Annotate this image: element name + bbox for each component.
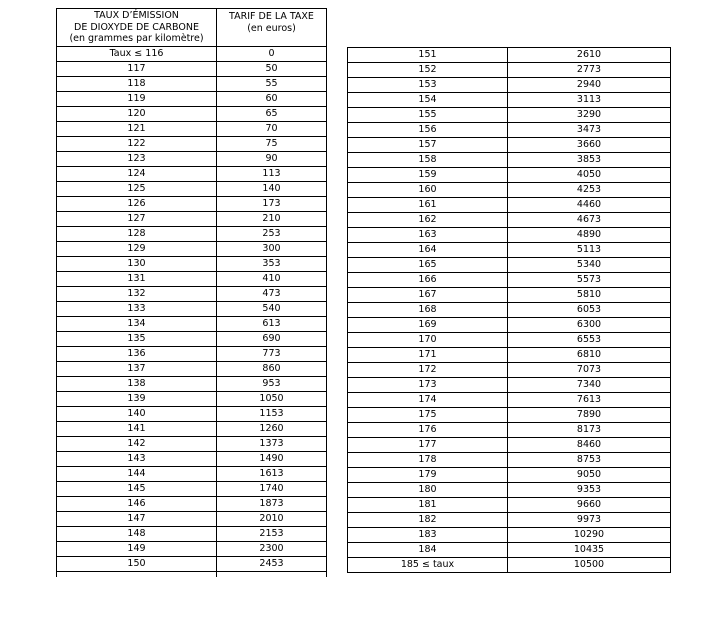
emission-rate-cell: 180 (348, 483, 508, 498)
tax-amount-cell: 2610 (508, 48, 671, 63)
tax-amount-cell: 4460 (508, 198, 671, 213)
emission-rate-cell: 172 (348, 363, 508, 378)
tax-amount-cell: 75 (217, 137, 327, 152)
table-row (348, 93, 671, 108)
emission-rate-cell: 166 (348, 273, 508, 288)
tax-amount-cell: 90 (217, 152, 327, 167)
tax-amount-cell: 410 (217, 272, 327, 287)
tax-amount-cell: 0 (217, 47, 327, 62)
tax-amount-cell: 1613 (217, 467, 327, 482)
emission-rate-cell: 173 (348, 378, 508, 393)
emission-rate-cell: 149 (57, 542, 217, 557)
emission-rate-cell: 154 (348, 93, 508, 108)
tax-amount-cell: 9660 (508, 498, 671, 513)
table-row (57, 92, 327, 107)
emission-rate-cell: 163 (348, 228, 508, 243)
emission-rate-cell: 179 (348, 468, 508, 483)
table-row (57, 317, 327, 332)
emission-rate-cell: 182 (348, 513, 508, 528)
table-row (57, 512, 327, 527)
tax-amount-cell: 10435 (508, 543, 671, 558)
tax-amount-cell: 6810 (508, 348, 671, 363)
table-row (348, 408, 671, 423)
table-row (348, 513, 671, 528)
table-row (348, 468, 671, 483)
emission-rate-cell: 162 (348, 213, 508, 228)
tax-amount-cell: 1373 (217, 437, 327, 452)
table-row (57, 77, 327, 92)
emission-rate-cell: 165 (348, 258, 508, 273)
tax-amount-cell: 140 (217, 182, 327, 197)
table-row (57, 137, 327, 152)
table-row (348, 48, 671, 63)
emission-rate-cell: 156 (348, 123, 508, 138)
table-row (348, 543, 671, 558)
emission-rate-cell: 117 (57, 62, 217, 77)
emission-rate-cell: 175 (348, 408, 508, 423)
table-row (57, 437, 327, 452)
emission-rate-cell: 131 (57, 272, 217, 287)
table-row (57, 557, 327, 572)
table-row (57, 347, 327, 362)
tax-amount-cell: 5573 (508, 273, 671, 288)
emission-rate-cell: 121 (57, 122, 217, 137)
emission-rate-cell: 145 (57, 482, 217, 497)
table-row (57, 107, 327, 122)
tax-amount-cell: 1490 (217, 452, 327, 467)
tail-cell (57, 572, 217, 578)
table-row (348, 558, 671, 573)
tax-amount-cell: 9973 (508, 513, 671, 528)
table-row (57, 407, 327, 422)
emission-rate-cell: 136 (57, 347, 217, 362)
emission-rate-cell: 122 (57, 137, 217, 152)
table-row (348, 168, 671, 183)
tax-amount-cell: 953 (217, 377, 327, 392)
emission-rate-cell: 140 (57, 407, 217, 422)
table-row (348, 393, 671, 408)
table-row (348, 198, 671, 213)
table-row (57, 227, 327, 242)
emission-rate-cell: 147 (57, 512, 217, 527)
emission-rate-cell: 148 (57, 527, 217, 542)
tax-amount-cell: 3290 (508, 108, 671, 123)
table-row (348, 63, 671, 78)
table-row (57, 497, 327, 512)
table-row (57, 467, 327, 482)
tax-table-left (56, 8, 327, 577)
tax-amount-cell: 6553 (508, 333, 671, 348)
emission-rate-cell: 125 (57, 182, 217, 197)
table-row (348, 348, 671, 363)
emission-rate-cell: 150 (57, 557, 217, 572)
table-row (57, 272, 327, 287)
emission-rate-cell: 176 (348, 423, 508, 438)
emission-rate-cell: 160 (348, 183, 508, 198)
tax-amount-cell: 5810 (508, 288, 671, 303)
emission-rate-cell: 132 (57, 287, 217, 302)
emission-rate-cell: 169 (348, 318, 508, 333)
tax-amount-cell: 1740 (217, 482, 327, 497)
emission-rate-cell: 157 (348, 138, 508, 153)
tax-amount-cell: 473 (217, 287, 327, 302)
emission-rate-cell: 141 (57, 422, 217, 437)
emission-rate-cell: Taux ≤ 116 (57, 47, 217, 62)
tax-amount-cell: 173 (217, 197, 327, 212)
emission-rate-cell: 138 (57, 377, 217, 392)
table-row (348, 423, 671, 438)
tax-amount-cell: 353 (217, 257, 327, 272)
emission-rate-cell: 143 (57, 452, 217, 467)
table-row (348, 123, 671, 138)
tax-amount-cell: 10500 (508, 558, 671, 573)
table-header-row (57, 9, 327, 47)
tax-amount-cell: 10290 (508, 528, 671, 543)
table-body-left (57, 47, 327, 578)
tax-table-right (347, 47, 671, 573)
tax-amount-cell: 70 (217, 122, 327, 137)
header-tax-rate: TARIF DE LA TAXE (en euros) (217, 9, 327, 47)
tax-amount-cell: 8753 (508, 453, 671, 468)
emission-rate-cell: 127 (57, 212, 217, 227)
tax-amount-cell: 4253 (508, 183, 671, 198)
tax-amount-cell: 7613 (508, 393, 671, 408)
table-row (348, 273, 671, 288)
tax-amount-cell: 7073 (508, 363, 671, 378)
emission-rate-cell: 133 (57, 302, 217, 317)
table-row (348, 138, 671, 153)
tax-amount-cell: 1050 (217, 392, 327, 407)
table-row (57, 332, 327, 347)
table-row (348, 183, 671, 198)
tax-amount-cell: 8173 (508, 423, 671, 438)
tax-amount-cell: 113 (217, 167, 327, 182)
table-row (57, 197, 327, 212)
tax-amount-cell: 210 (217, 212, 327, 227)
tax-amount-cell: 4050 (508, 168, 671, 183)
tax-amount-cell: 2300 (217, 542, 327, 557)
table-row (57, 377, 327, 392)
emission-rate-cell: 174 (348, 393, 508, 408)
table-row (348, 153, 671, 168)
tax-amount-cell: 9050 (508, 468, 671, 483)
tail-cell (217, 572, 327, 578)
emission-rate-cell: 118 (57, 77, 217, 92)
table-row (57, 182, 327, 197)
table-row (57, 362, 327, 377)
table-row (348, 288, 671, 303)
emission-rate-cell: 158 (348, 153, 508, 168)
table-row (57, 47, 327, 62)
table-row (348, 378, 671, 393)
emission-rate-cell: 183 (348, 528, 508, 543)
tax-amount-cell: 3113 (508, 93, 671, 108)
table-row (57, 62, 327, 77)
tax-amount-cell: 55 (217, 77, 327, 92)
header-emission-rate: TAUX D’ÉMISSION DE DIOXYDE DE CARBONE (en grammes par kilomètre) (57, 9, 217, 47)
emission-rate-cell: 139 (57, 392, 217, 407)
tax-amount-cell: 2940 (508, 78, 671, 93)
table-row (348, 243, 671, 258)
table-row (57, 542, 327, 557)
tax-amount-cell: 9353 (508, 483, 671, 498)
tax-amount-cell: 613 (217, 317, 327, 332)
table-row (57, 122, 327, 137)
table-row (57, 302, 327, 317)
emission-rate-cell: 164 (348, 243, 508, 258)
tax-amount-cell: 300 (217, 242, 327, 257)
table-row (348, 498, 671, 513)
tax-amount-cell: 7890 (508, 408, 671, 423)
table-row (57, 287, 327, 302)
emission-rate-cell: 137 (57, 362, 217, 377)
emission-rate-cell: 167 (348, 288, 508, 303)
emission-rate-cell: 178 (348, 453, 508, 468)
tax-amount-cell: 2453 (217, 557, 327, 572)
tax-amount-cell: 8460 (508, 438, 671, 453)
table-row (348, 438, 671, 453)
table-row (57, 242, 327, 257)
emission-rate-cell: 134 (57, 317, 217, 332)
emission-rate-cell: 184 (348, 543, 508, 558)
tax-amount-cell: 6300 (508, 318, 671, 333)
tax-amount-cell: 5340 (508, 258, 671, 273)
table-row (348, 108, 671, 123)
emission-rate-cell: 155 (348, 108, 508, 123)
table-row (57, 452, 327, 467)
table-row (57, 257, 327, 272)
emission-rate-cell: 185 ≤ taux (348, 558, 508, 573)
emission-rate-cell: 181 (348, 498, 508, 513)
tax-amount-cell: 540 (217, 302, 327, 317)
table-row (348, 228, 671, 243)
tax-amount-cell: 3660 (508, 138, 671, 153)
emission-rate-cell: 146 (57, 497, 217, 512)
emission-rate-cell: 161 (348, 198, 508, 213)
tax-amount-cell: 5113 (508, 243, 671, 258)
tax-amount-cell: 3853 (508, 153, 671, 168)
emission-rate-cell: 129 (57, 242, 217, 257)
table-body-right (348, 48, 671, 573)
tax-amount-cell: 1153 (217, 407, 327, 422)
emission-rate-cell: 159 (348, 168, 508, 183)
table-row (57, 422, 327, 437)
table-row (348, 258, 671, 273)
table-row (348, 303, 671, 318)
emission-rate-cell: 151 (348, 48, 508, 63)
tax-amount-cell: 860 (217, 362, 327, 377)
table-row (57, 392, 327, 407)
tax-amount-cell: 1260 (217, 422, 327, 437)
tax-amount-cell: 4673 (508, 213, 671, 228)
tax-amount-cell: 773 (217, 347, 327, 362)
tax-amount-cell: 2773 (508, 63, 671, 78)
table-row (348, 333, 671, 348)
tax-amount-cell: 50 (217, 62, 327, 77)
emission-rate-cell: 152 (348, 63, 508, 78)
table-row (57, 212, 327, 227)
emission-rate-cell: 170 (348, 333, 508, 348)
emission-rate-cell: 171 (348, 348, 508, 363)
emission-rate-cell: 119 (57, 92, 217, 107)
table-row (57, 482, 327, 497)
tax-amount-cell: 60 (217, 92, 327, 107)
table-row (348, 483, 671, 498)
tax-amount-cell: 2010 (217, 512, 327, 527)
emission-rate-cell: 123 (57, 152, 217, 167)
table-row (348, 363, 671, 378)
emission-rate-cell: 144 (57, 467, 217, 482)
emission-rate-cell: 177 (348, 438, 508, 453)
table-row (348, 213, 671, 228)
tax-amount-cell: 3473 (508, 123, 671, 138)
emission-rate-cell: 135 (57, 332, 217, 347)
table-row (348, 453, 671, 468)
table-row (57, 167, 327, 182)
emission-rate-cell: 153 (348, 78, 508, 93)
tax-amount-cell: 1873 (217, 497, 327, 512)
tax-amount-cell: 6053 (508, 303, 671, 318)
tax-amount-cell: 690 (217, 332, 327, 347)
table-row (57, 527, 327, 542)
tax-amount-cell: 2153 (217, 527, 327, 542)
emission-rate-cell: 168 (348, 303, 508, 318)
table-row (348, 78, 671, 93)
emission-rate-cell: 142 (57, 437, 217, 452)
table-row (348, 528, 671, 543)
emission-rate-cell: 120 (57, 107, 217, 122)
tax-amount-cell: 253 (217, 227, 327, 242)
tax-amount-cell: 7340 (508, 378, 671, 393)
emission-rate-cell: 126 (57, 197, 217, 212)
tax-amount-cell: 4890 (508, 228, 671, 243)
emission-rate-cell: 128 (57, 227, 217, 242)
emission-rate-cell: 124 (57, 167, 217, 182)
table-row (57, 152, 327, 167)
table-row (348, 318, 671, 333)
table-tail-row (57, 572, 327, 578)
tax-amount-cell: 65 (217, 107, 327, 122)
emission-rate-cell: 130 (57, 257, 217, 272)
